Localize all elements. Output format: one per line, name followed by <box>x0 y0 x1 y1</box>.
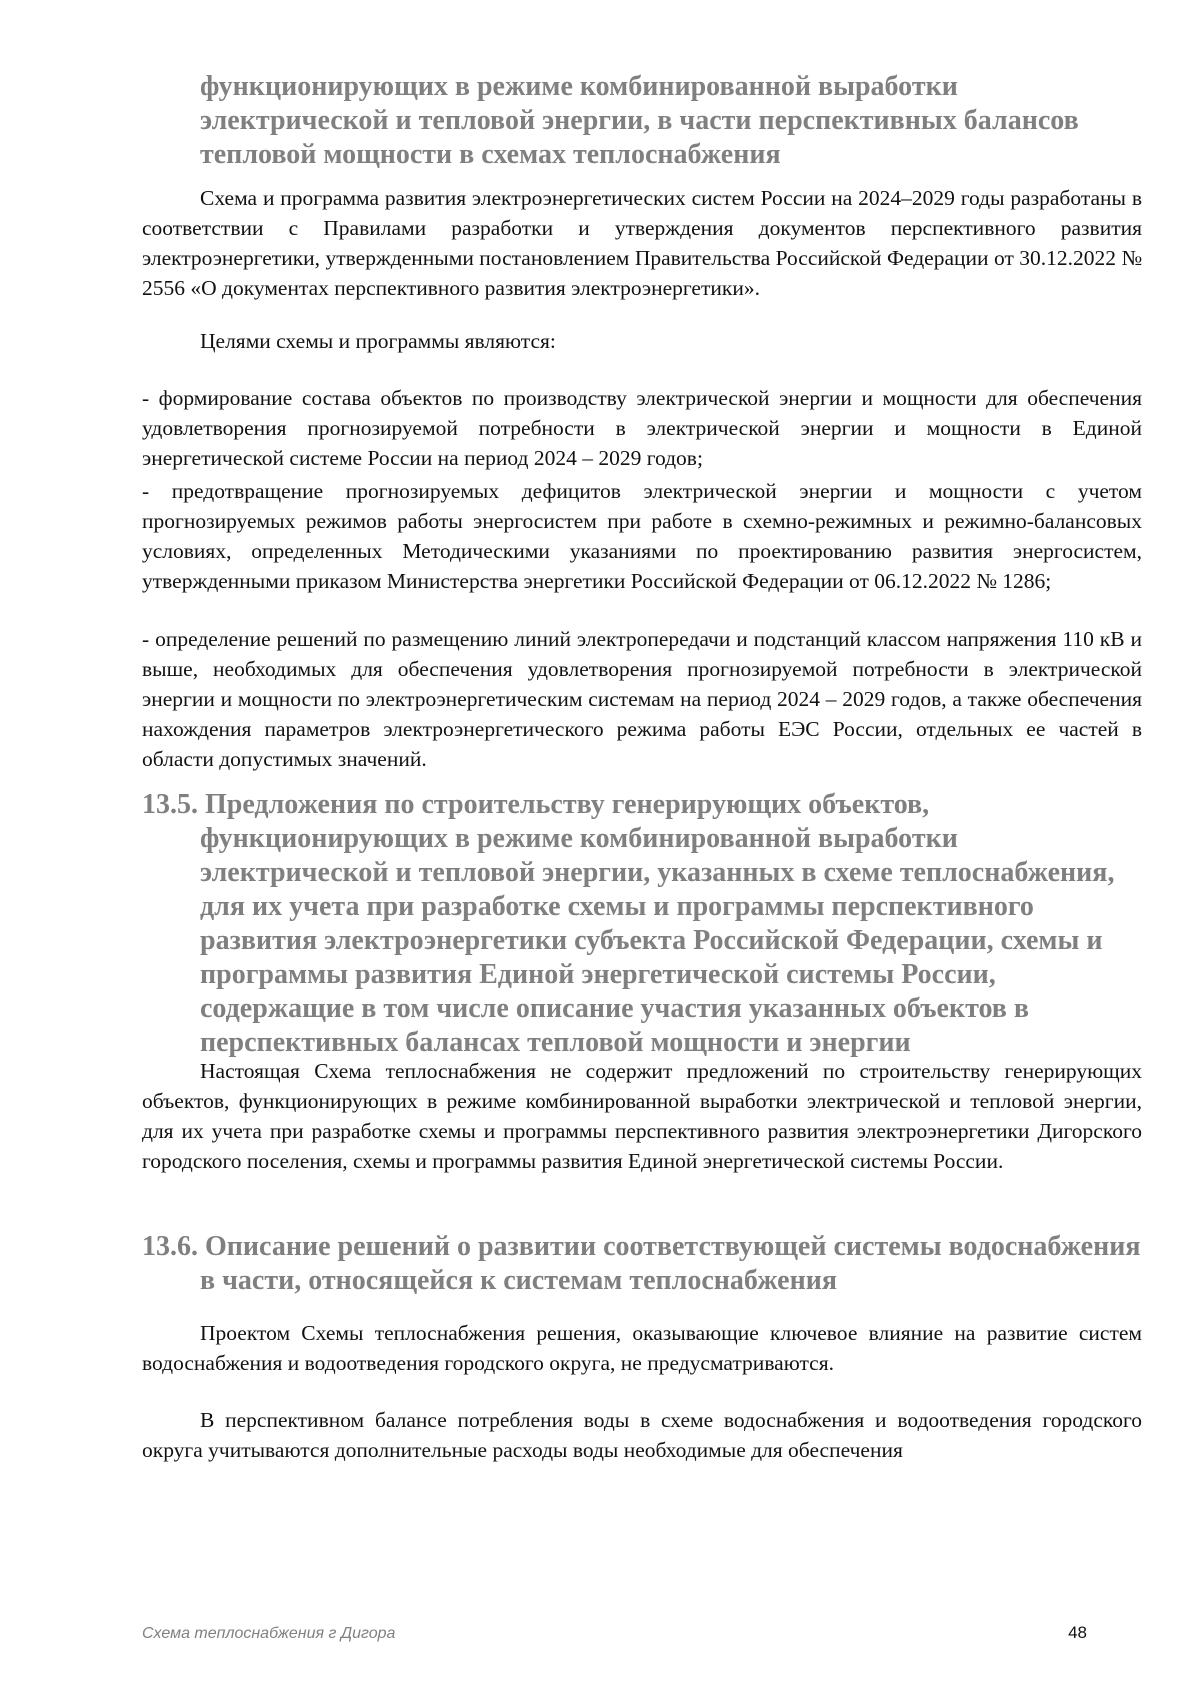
bullet-item-2: - предотвращение прогнозируемых дефицитов электрической энергии и мощности с учетом прогнозируемых режимов работы энергосистем при работе в схемно-режимных и режимно-балансовых условиях, определенных Методическими указаниями по проектированию развития энергосистем, утвержденными приказом Министерства энергетики Российской Федерации от 06.12.2022 № 1286; <box>142 479 1142 593</box>
section-heading-continuation: функционирующих в режиме комбинированной выработки электрической и тепловой энергии, в части перспективных балансов тепловой мощности в схемах теплоснабжения <box>200 71 1079 170</box>
bullet-item-3: - определение решений по размещению линий электропередачи и подстанций классом напряжения 110 кВ и выше, необходимых для обеспечения удовлетворения прогнозируемой потребности в электрической энергии и мощности по электроэнергетическим системам на период 2024 – 2029 годов, а также обеспечения нахождения параметров электроэнергетического режима работы ЕЭС России, отдельных ее частей в области допустимых значений. <box>142 627 1142 771</box>
paragraph-scheme-program: Схема и программа развития электроэнергетических систем России на 2024–2029 годы разработаны в соответствии с Правилами разработки и утверждения документов перспективного развития электроэнергетики, утвержденными постановлением Правительства Российской Федерации от 30.12.2022 № 2556 «О документах перспективного развития электроэнергетики». <box>142 186 1142 300</box>
bullet-item-1: - формирование состава объектов по производству электрической энергии и мощности для обеспечения удовлетворения прогнозируемой потребности в электрической энергии и мощности в Единой энергетической системе России на период 2024 – 2029 годов; <box>142 386 1142 470</box>
section-heading-13-5: 13.5. Предложения по строительству генерирующих объектов, функционирующих в режиме комбинированной выработки электрической и тепловой энергии, указанных в схеме теплоснабжения, для их учета при разработке схемы и программы перспективного развития электроэнергетики субъекта Российской Федерации, схемы и программы развития Единой энергетической системы России, содержащие в том числе описание участия указанных объектов в перспективных балансах тепловой мощности и энергии <box>142 789 1115 1058</box>
footer-document-title: Схема теплоснабжения г Дигора <box>142 1625 396 1642</box>
paragraph-goals-intro: Целями схемы и программы являются: <box>200 329 556 353</box>
footer-page-number: 48 <box>1068 1623 1087 1642</box>
paragraph-13-6-first: Проектом Схемы теплоснабжения решения, оказывающие ключевое влияние на развитие систем водоснабжения и водоотведения городского округа, не предусматриваются. <box>142 1321 1142 1375</box>
paragraph-13-6-second: В перспективном балансе потребления воды в схеме водоснабжения и водоотведения городского округа учитываются дополнительные расходы воды необходимые для обеспечения <box>142 1408 1142 1462</box>
section-heading-13-6: 13.6. Описание решений о развитии соответствующей системы водоснабжения в части, относящейся к системам теплоснабжения <box>142 1231 1141 1296</box>
paragraph-13-5-text: Настоящая Схема теплоснабжения не содержит предложений по строительству генерирующих объектов, функционирующих в режиме комбинированной выработки электрической и тепловой энергии, для их учета при разработке схемы и программы перспективного развития электроэнергетики Дигорского городского поселения, схемы и программы развития Единой энергетической системы России. <box>142 1059 1142 1173</box>
